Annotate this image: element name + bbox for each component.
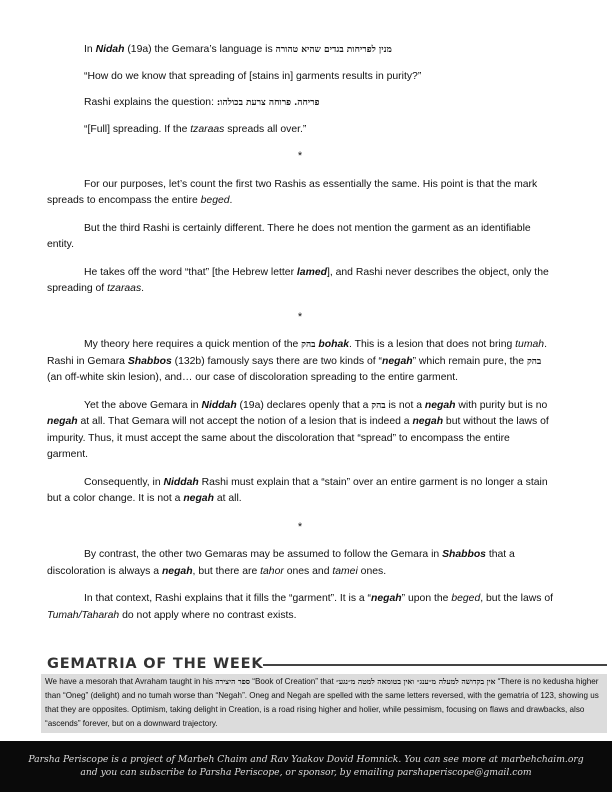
text: ones. — [357, 565, 387, 577]
text: Rashi must explain that a “stain” over an entire garment is no longer a stain but a color change. It is not a — [47, 476, 548, 504]
text: negah — [412, 416, 444, 427]
text: (an off-white skin lesion), and… our case of discoloration spreading to the entire garment. — [47, 372, 459, 383]
text: do not apply where no contrast exists. — [119, 609, 297, 621]
text: In — [84, 44, 96, 55]
paragraph — [47, 547, 553, 580]
text: (19a) the Gemara’s language is — [124, 44, 276, 55]
text: Niddah — [163, 476, 199, 488]
text: , but there are — [192, 565, 261, 577]
text: “How do we know that spreading of [stains in] garments results in purity?” — [84, 70, 422, 82]
gematria-box — [41, 674, 607, 733]
text: Shabbos — [442, 549, 486, 560]
text: tamei — [332, 565, 358, 577]
footer-line-2: and you can subscribe to Parsha Periscope, or sponsor, by emailing parshaperiscope@gmail.com — [80, 767, 532, 778]
text: tahor — [260, 565, 284, 577]
hebrew-quote: אין בקדושה למעלה מ״ענג״ ואין בטומאה למטה מ״נגע״ — [335, 677, 496, 686]
text: ” upon the — [401, 593, 452, 604]
text: negah — [47, 416, 78, 427]
text: but without the laws of impurity. Thus, it must accept the same about the discoloration that “spread” to encompass the entire garment. — [47, 416, 549, 460]
section-separator: * — [297, 310, 303, 323]
text: tumah — [515, 339, 545, 350]
text: with purity but is no — [455, 399, 548, 411]
paragraph — [47, 337, 553, 387]
text: He takes off the word “that” [the Hebrew letter — [84, 266, 297, 278]
hebrew-quote: מנין לפריחות בגדים שהיא טהורה — [275, 45, 392, 55]
section-separator: * — [297, 150, 303, 162]
text: negah — [183, 493, 214, 504]
text: is not a — [385, 399, 425, 411]
text: that a discoloration is always a — [47, 549, 515, 577]
hebrew-word: ספר היצירה — [215, 677, 251, 686]
hebrew-word: בהק — [371, 400, 386, 411]
paragraph — [47, 69, 553, 86]
text: at all. — [213, 493, 242, 504]
text: ” which remain pure, the — [412, 355, 527, 367]
text: Shabbos — [127, 355, 172, 367]
text: . This is a lesion that does not bring — [349, 339, 516, 350]
text: negah — [424, 399, 456, 411]
paragraph — [47, 475, 553, 508]
gematria-section — [41, 654, 607, 733]
text: Tumah/Taharah — [47, 609, 120, 621]
text: Consequently, in — [84, 476, 164, 488]
text: spreads all over.” — [224, 123, 307, 135]
text: (19a) declares openly that a — [236, 399, 372, 411]
text: beged — [200, 195, 230, 206]
article-body — [47, 42, 553, 635]
text: ], and Rashi never describes the object, only the spreading of — [47, 266, 549, 294]
text: “[Full] spreading. If the — [84, 123, 191, 135]
paragraph — [47, 591, 553, 624]
footer-line-1: Parsha Periscope is a project of Marbeh Chaim and Rav Yaakov Dovid Homnick. You can see more at marbehchaim.org — [28, 754, 584, 765]
text: Rashi explains the question: — [84, 97, 217, 108]
paragraph — [47, 398, 553, 464]
text: My theory here requires a quick mention of the — [84, 339, 302, 350]
paragraph — [47, 95, 553, 112]
divider — [263, 664, 607, 666]
text: Yet the above Gemara in — [84, 399, 202, 411]
text: tzaraas — [107, 283, 142, 294]
paragraph — [47, 122, 553, 139]
text: For our purposes, let’s count the first two Rashis as essentially the same. His point is that the mark spreads to encompass the entire — [47, 178, 538, 206]
text: negah — [161, 565, 193, 577]
text: beged — [451, 593, 481, 604]
text: (132b) famously says there are two kinds of “ — [171, 355, 382, 367]
footer — [0, 741, 612, 792]
text: at all. That Gemara will not accept the notion of a lesion that is indeed a — [77, 416, 413, 427]
text: bohak — [315, 339, 350, 350]
text: negah — [381, 355, 413, 367]
text: But the third Rashi is certainly different. There he does not mention the garment as an identifiable entity. — [47, 222, 531, 250]
paragraph — [47, 177, 553, 210]
text: “There is no kedusha higher than “Oneg” (delight) and no tumah worse than “Negah”. Oneg and Negah are spelled with the same letters reversed, with the gematria of 123, showing us that they are opposites. Optimism, taking delight in Creation, is a road rising higher and holier, while pessimism, focusing on flaws and drawbacks, also “ascends” forever, but on a downward trajectory. — [45, 677, 599, 728]
text: By contrast, the other two Gemaras may be assumed to follow the Gemara in — [84, 549, 443, 560]
text: . — [229, 195, 233, 206]
text: negah — [371, 593, 402, 604]
hebrew-word: בהק — [526, 356, 542, 367]
text: , but the laws of — [480, 593, 554, 604]
text: Nidah — [95, 44, 125, 55]
text: . Rashi in Gemara — [47, 339, 547, 367]
text: We have a mesorah that Avraham taught in his — [45, 677, 216, 686]
hebrew-word: בהק — [301, 340, 316, 350]
gematria-title: GEMATRIA OF THE WEEK — [47, 656, 264, 672]
text: tzaraas — [190, 123, 225, 135]
hebrew-quote: פריחה. פרוחה צרעת בכולהו: — [216, 98, 320, 108]
paragraph — [47, 265, 553, 298]
text: “Book of Creation” that — [250, 677, 336, 686]
gematria-header — [41, 654, 607, 674]
text: . — [141, 283, 145, 294]
paragraph — [47, 42, 553, 59]
text: In that context, Rashi explains that it fills the “garment”. It is a “ — [84, 593, 372, 604]
text: ones and — [283, 565, 333, 577]
section-separator: * — [297, 520, 303, 533]
text: lamed — [296, 266, 327, 278]
paragraph — [47, 221, 553, 254]
text: Niddah — [201, 399, 237, 411]
